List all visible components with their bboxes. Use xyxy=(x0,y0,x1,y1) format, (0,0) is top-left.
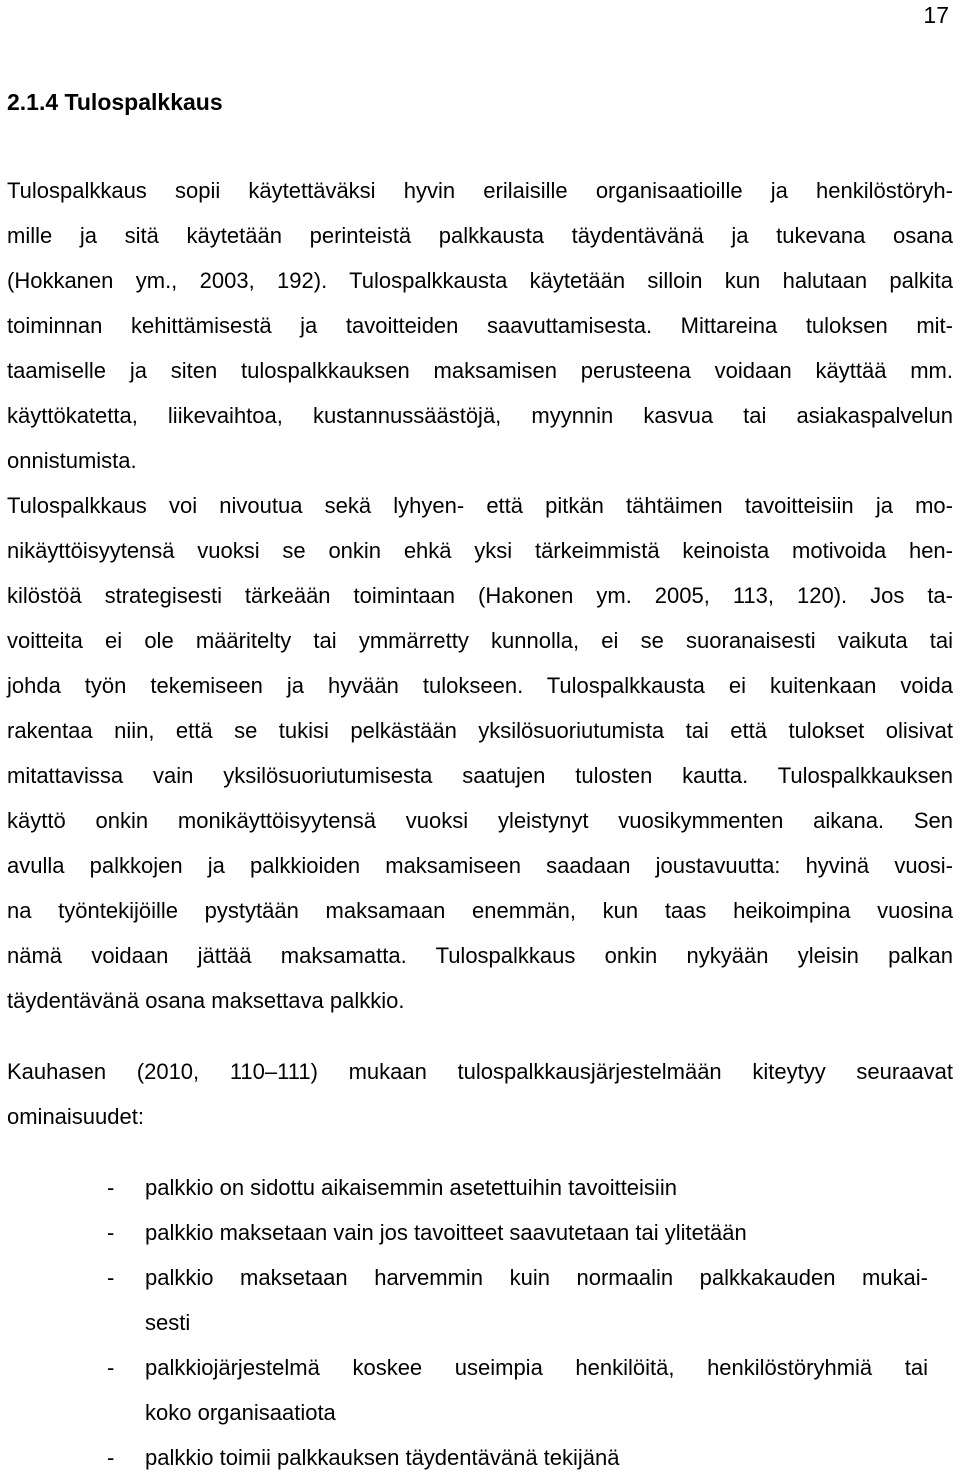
list-item xyxy=(107,1173,677,1203)
paragraph-line: rakentaa niin, että se tukisi pelkästään yksilösuoriutumista tai että tulokset olisivat xyxy=(7,718,953,743)
paragraph-line: nikäyttöisyytensä vuoksi se onkin ehkä yksi tärkeimmistä keinoista motivoida hen- xyxy=(7,538,953,563)
list-item-text: palkkio toimii palkkauksen täydentävänä tekijänä xyxy=(145,1445,620,1470)
paragraph-line: nämä voidaan jättää maksamatta. Tulospalkkaus onkin nykyään yleisin palkan xyxy=(7,943,953,968)
list-item xyxy=(107,1218,747,1248)
paragraph-line: avulla palkkojen ja palkkioiden maksamiseen saadaan joustavuutta: hyvinä vuosi- xyxy=(7,853,953,878)
list-item-continuation: koko organisaatiota xyxy=(145,1400,336,1425)
paragraph-line: onnistumista. xyxy=(7,448,137,473)
list-bullet: - xyxy=(107,1445,115,1470)
paragraph-line: käyttö onkin monikäyttöisyytensä vuoksi yleistynyt vuosikymmenten aikana. Sen xyxy=(7,808,953,833)
paragraph-line: (Hokkanen ym., 2003, 192). Tulospalkkausta käytetään silloin kun halutaan palkita xyxy=(7,268,953,293)
paragraph-line: kilöstöä strategisesti tärkeään toimintaan (Hakonen ym. 2005, 113, 120). Jos ta- xyxy=(7,583,953,608)
list-bullet: - xyxy=(107,1355,115,1380)
list-item xyxy=(107,1263,928,1293)
list-item xyxy=(107,1353,928,1383)
list-bullet: - xyxy=(107,1265,115,1290)
list-item-text: palkkio on sidottu aikaisemmin asetettuihin tavoitteisiin xyxy=(145,1175,677,1200)
paragraph-line: mille ja sitä käytetään perinteistä palkkausta täydentävänä ja tukevana osana xyxy=(7,223,953,248)
paragraph-line: käyttökatetta, liikevaihtoa, kustannussäästöjä, myynnin kasvua tai asiakaspalvelun xyxy=(7,403,953,428)
list-item xyxy=(107,1443,620,1473)
paragraph-line: taamiselle ja siten tulospalkkauksen maksamisen perusteena voidaan käyttää mm. xyxy=(7,358,953,383)
paragraph-line: na työntekijöille pystytään maksamaan enemmän, kun taas heikoimpina vuosina xyxy=(7,898,953,923)
paragraph-line: Kauhasen (2010, 110–111) mukaan tulospalkkausjärjestelmään kiteytyy seuraavat xyxy=(7,1059,953,1084)
list-item-text: palkkiojärjestelmä koskee useimpia henkilöitä, henkilöstöryhmiä tai xyxy=(145,1355,928,1380)
list-bullet: - xyxy=(107,1220,115,1245)
paragraph-line: toiminnan kehittämisestä ja tavoitteiden saavuttamisesta. Mittareina tuloksen mit- xyxy=(7,313,953,338)
list-item-text: palkkio maksetaan vain jos tavoitteet saavutetaan tai ylitetään xyxy=(145,1220,747,1245)
paragraph-line: voitteita ei ole määritelty tai ymmärretty kunnolla, ei se suoranaisesti vaikuta tai xyxy=(7,628,953,653)
paragraph-line: johda työn tekemiseen ja hyvään tulokseen. Tulospalkkausta ei kuitenkaan voida xyxy=(7,673,953,698)
section-heading: 2.1.4 Tulospalkkaus xyxy=(7,89,223,115)
paragraph-line: mitattavissa vain yksilösuoriutumisesta saatujen tulosten kautta. Tulospalkkauksen xyxy=(7,763,953,788)
paragraph-line: täydentävänä osana maksettava palkkio. xyxy=(7,988,405,1013)
list-item-continuation: sesti xyxy=(145,1310,191,1335)
list-item-text: palkkio maksetaan harvemmin kuin normaalin palkkakauden mukai- xyxy=(145,1265,928,1290)
page-number: 17 xyxy=(923,2,949,28)
paragraph-line: Tulospalkkaus sopii käytettäväksi hyvin erilaisille organisaatioille ja henkilöstöryh- xyxy=(7,178,953,203)
list-bullet: - xyxy=(107,1175,115,1200)
paragraph-line: ominaisuudet: xyxy=(7,1104,144,1129)
paragraph-line: Tulospalkkaus voi nivoutua sekä lyhyen- että pitkän tähtäimen tavoitteisiin ja mo- xyxy=(7,493,953,518)
